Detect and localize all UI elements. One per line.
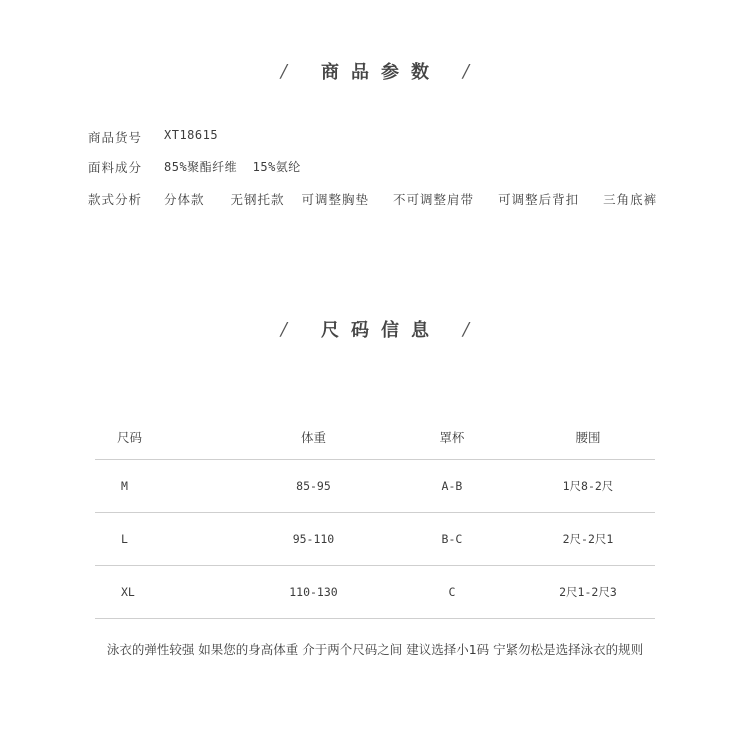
style-tag: 可调整胸垫 (301, 192, 370, 207)
fabric-label: 面料成分 (88, 160, 143, 175)
table-row (95, 513, 655, 566)
header-waist: 腰围 (575, 430, 601, 445)
size-section-title (0, 316, 750, 342)
style-tag: 分体款 (164, 192, 205, 207)
style-tag: 可调整后背扣 (498, 192, 580, 207)
product-code-label: 商品货号 (88, 130, 143, 145)
cell-waist: 1尺8-2尺 (521, 460, 655, 513)
cell-weight: 95-110 (244, 513, 383, 566)
header-weight: 体重 (300, 430, 326, 445)
style-row (88, 190, 657, 208)
style-label: 款式分析 (88, 192, 143, 207)
product-code-value: XT18615 (164, 128, 219, 142)
cell-size: XL (95, 566, 244, 619)
title-slash-right: / (463, 318, 470, 340)
style-tag: 三角底裤 (603, 192, 658, 207)
cell-cup: C (383, 566, 521, 619)
style-tag: 不可调整肩带 (393, 192, 475, 207)
style-tag-list (164, 190, 657, 208)
cell-weight: 110-130 (244, 566, 383, 619)
cell-size: L (95, 513, 244, 566)
params-section-title (0, 58, 750, 84)
style-tag: 无钢托款 (230, 192, 285, 207)
cell-cup: A-B (383, 460, 521, 513)
fabric-row (88, 158, 301, 176)
product-code-row (88, 128, 218, 146)
sizing-footnote: 泳衣的弹性较强 如果您的身高体重 介于两个尺码之间 建议选择小1码 宁紧勿松是选择泳衣的规则 (106, 642, 644, 657)
size-table (95, 415, 655, 619)
header-size: 尺码 (117, 430, 143, 445)
cell-weight: 85-95 (244, 460, 383, 513)
table-row (95, 566, 655, 619)
table-row (95, 460, 655, 513)
title-slash-left: / (280, 318, 287, 340)
cell-size: M (95, 460, 244, 513)
title-slash-right: / (463, 60, 470, 82)
cell-waist: 2尺-2尺1 (521, 513, 655, 566)
cell-cup: B-C (383, 513, 521, 566)
fabric-value: 85%聚酯纤维 15%氨纶 (164, 160, 301, 174)
size-title-text: 尺码信息 (321, 320, 441, 341)
size-table-header-row (95, 415, 655, 460)
params-title-text: 商品参数 (321, 62, 441, 83)
cell-waist: 2尺1-2尺3 (521, 566, 655, 619)
title-slash-left: / (280, 60, 287, 82)
header-cup: 罩杯 (439, 430, 465, 445)
